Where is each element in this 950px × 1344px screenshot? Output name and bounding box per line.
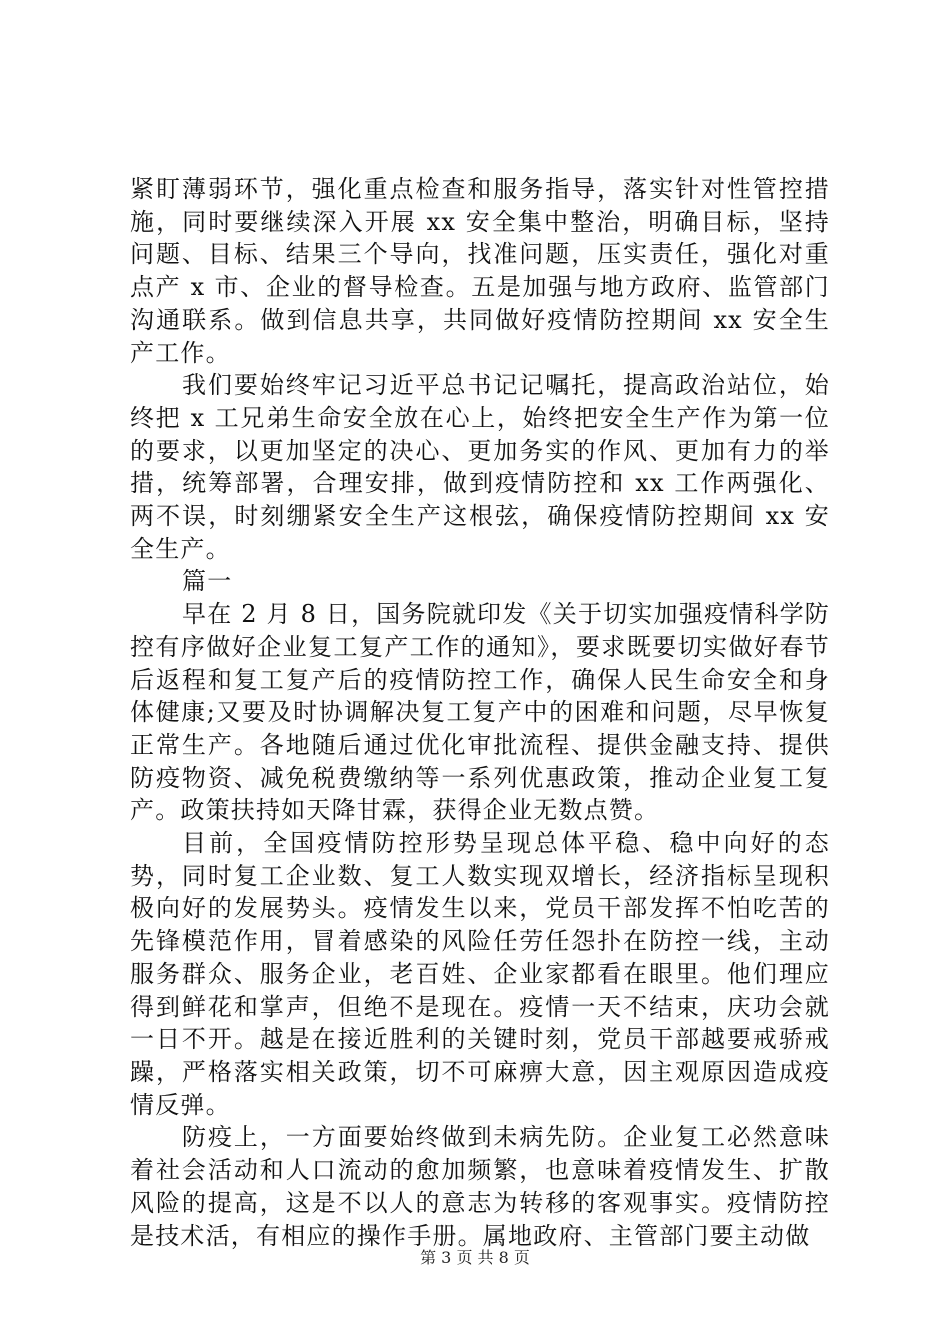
document-body bbox=[130, 173, 830, 1252]
page-number-footer: 第 3 页 共 8 页 bbox=[420, 1248, 530, 1267]
paragraph-3: 早在 2 月 8 日，国务院就印发《关于切实加强疫情科学防控有序做好企业复工复产工作的通知》，要求既要切实做好春节后返程和复工复产后的疫情防控工作，确保人民生命安全和身体健康;又要及时协调解决复工复产中的困难和问题，尽早恢复正常生产。各地随后通过优化审批流程、提供金融支持、提供防疫物资、减免税费缴纳等一系列优惠政策，推动企业复工复产。政策扶持如天降甘霖，获得企业无数点赞。 bbox=[130, 600, 830, 825]
paragraph-2: 我们要始终牢记习近平总书记记嘱托，提高政治站位，始终把 x 工兄弟生命安全放在心上，始终把安全生产作为第一位的要求，以更加坚定的决心、更加务实的作风、更加有力的举措，统筹部署，合理安排，做到疫情防控和 xx 工作两强化、两不误，时刻绷紧安全生产这根弦，确保疫情防控期间 xx 安全生产。 bbox=[130, 371, 830, 563]
paragraph-4: 目前，全国疫情防控形势呈现总体平稳、稳中向好的态势，同时复工企业数、复工人数实现双增长，经济指标呈现积极向好的发展势头。疫情发生以来，党员干部发挥不怕吃苦的先锋模范作用，冒着感染的风险任劳任怨扑在防控一线，主动服务群众、服务企业，老百姓、企业家都看在眼里。他们理应得到鲜花和掌声，但绝不是现在。疫情一天不结束，庆功会就一日不开。越是在接近胜利的关键时刻，党员干部越要戒骄戒躁，严格落实相关政策，切不可麻痹大意，因主观原因造成疫情反弹。 bbox=[130, 829, 830, 1119]
section-heading: 篇一 bbox=[182, 567, 233, 596]
paragraph-1: 紧盯薄弱环节，强化重点检查和服务指导，落实针对性管控措施，同时要继续深入开展 xx 安全集中整治，明确目标，坚持问题、目标、结果三个导向，找准问题，压实责任，强化对重点产 x 市、企业的督导检查。五是加强与地方政府、监管部门沟通联系。做到信息共享，共同做好疫情防控期间 xx 安全生产工作。 bbox=[130, 175, 830, 367]
paragraph-5: 防疫上，一方面要始终做到未病先防。企业复工必然意味着社会活动和人口流动的愈加频繁，也意味着疫情发生、扩散风险的提高，这是不以人的意志为转移的客观事实。疫情防控是技术活，有相应的操作手册。属地政府、主管部门要主动做 bbox=[130, 1123, 830, 1250]
